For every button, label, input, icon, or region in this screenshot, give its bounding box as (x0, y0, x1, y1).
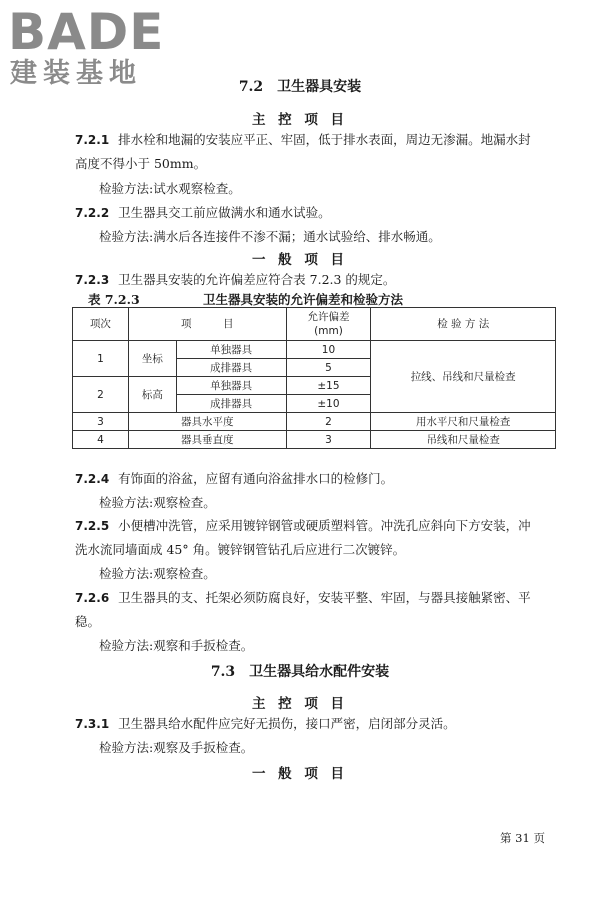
logo-subtitle: 建装基地 (10, 58, 142, 89)
clause-7-2-1-cont: 高度不得小于 50mm。 (75, 156, 207, 171)
clause-number: 7.2.1 (75, 133, 110, 147)
clause-text: 有饰面的浴盆，应留有通向浴盆排水口的检修门。 (118, 471, 394, 486)
cell-no: 4 (73, 431, 129, 449)
section-7-2-general-heading: 一 般 项 目 (251, 252, 349, 268)
table-row (73, 413, 556, 431)
header-method: 检 验 方 法 (371, 308, 556, 341)
header-deviation-line1: 允许偏差 (307, 311, 350, 323)
table-caption (88, 290, 404, 308)
clause-7-2-6-cont: 稳。 (75, 614, 101, 629)
header-item: 项 目 (128, 308, 286, 341)
clause-7-2-2-check: 检验方法:满水后各连接件不渗不漏；通水试验给、排水畅通。 (99, 229, 441, 244)
cell-deviation: 5 (286, 359, 371, 377)
clause-7-2-6-check: 检验方法:观察和手扳检查。 (99, 638, 254, 653)
page-number: 第 31 页 (500, 831, 545, 845)
clause-number: 7.3.1 (75, 717, 110, 731)
clause-number: 7.2.5 (75, 519, 110, 533)
clause-7-2-6 (75, 586, 555, 610)
cell-deviation: ±15 (286, 377, 371, 395)
cell-method: 用水平尺和尺量检查 (371, 413, 556, 431)
cell-deviation: 3 (286, 431, 371, 449)
section-7-3-title: 7.3 卫生器具给水配件安装 (210, 664, 390, 680)
table-header-row (73, 308, 556, 341)
clause-text: 卫生器具给水配件应完好无损伤，接口严密，启闭部分灵活。 (118, 716, 456, 731)
table-row (73, 431, 556, 449)
clause-number: 7.2.3 (75, 273, 110, 287)
clause-7-2-4-check: 检验方法:观察检查。 (99, 495, 216, 510)
cell-item: 单独器具 (176, 377, 286, 395)
table-label: 表 7.2.3 (88, 292, 140, 307)
clause-text: 卫生器具的支、托架必须防腐良好，安装平整、牢固，与器具接触紧密、平 (118, 590, 531, 605)
header-no: 项次 (73, 308, 129, 341)
clause-7-2-1-check: 检验方法:试水观察检查。 (99, 181, 241, 196)
cell-item: 单独器具 (176, 341, 286, 359)
clause-7-2-1 (75, 128, 555, 152)
cell-deviation: 10 (286, 341, 371, 359)
clause-7-2-5 (75, 514, 555, 538)
cell-group: 标高 (128, 377, 176, 413)
tolerance-table (72, 307, 556, 449)
clause-7-3-1 (75, 712, 555, 736)
cell-item: 器具水平度 (128, 413, 286, 431)
clause-7-2-3 (75, 268, 555, 292)
cell-group: 坐标 (128, 341, 176, 377)
clause-number: 7.2.6 (75, 591, 110, 605)
cell-deviation: 2 (286, 413, 371, 431)
section-7-2-main-heading: 主 控 项 目 (251, 112, 349, 128)
clause-text: 卫生器具交工前应做满水和通水试验。 (118, 205, 331, 220)
clause-7-3-1-check: 检验方法:观察及手扳检查。 (99, 740, 254, 755)
clause-7-2-2 (75, 201, 555, 225)
clause-7-2-5-cont: 洗水流同墙面成 45° 角。镀锌钢管钻孔后应进行二次镀锌。 (75, 542, 406, 557)
section-7-2-title: 7.2 卫生器具安装 (238, 79, 362, 95)
clause-7-2-5-check: 检验方法:观察检查。 (99, 566, 216, 581)
cell-deviation: ±10 (286, 395, 371, 413)
section-7-3-main-heading: 主 控 项 目 (251, 696, 349, 712)
logo-brand: BADE (8, 3, 165, 61)
table-title: 卫生器具安装的允许偏差和检验方法 (203, 292, 404, 307)
header-deviation (286, 308, 371, 341)
clause-text: 小便槽冲洗管，应采用镀锌钢管或硬质塑料管。冲洗孔应斜向下方安装，冲 (118, 518, 531, 533)
header-deviation-line2: (mm) (314, 325, 343, 337)
cell-item: 成排器具 (176, 359, 286, 377)
cell-method: 拉线、吊线和尺量检查 (371, 341, 556, 413)
clause-text: 卫生器具安装的允许偏差应符合表 7.2.3 的规定。 (118, 272, 396, 287)
section-7-3-general-heading: 一 般 项 目 (251, 766, 349, 782)
clause-number: 7.2.2 (75, 206, 110, 220)
clause-7-2-4 (75, 467, 555, 491)
clause-text: 排水栓和地漏的安装应平正、牢固，低于排水表面，周边无渗漏。地漏水封 (118, 132, 531, 147)
cell-no: 1 (73, 341, 129, 377)
cell-method: 吊线和尺量检查 (371, 431, 556, 449)
table-row (73, 341, 556, 359)
clause-number: 7.2.4 (75, 472, 110, 486)
cell-item: 成排器具 (176, 395, 286, 413)
cell-no: 2 (73, 377, 129, 413)
cell-item: 器具垂直度 (128, 431, 286, 449)
cell-no: 3 (73, 413, 129, 431)
